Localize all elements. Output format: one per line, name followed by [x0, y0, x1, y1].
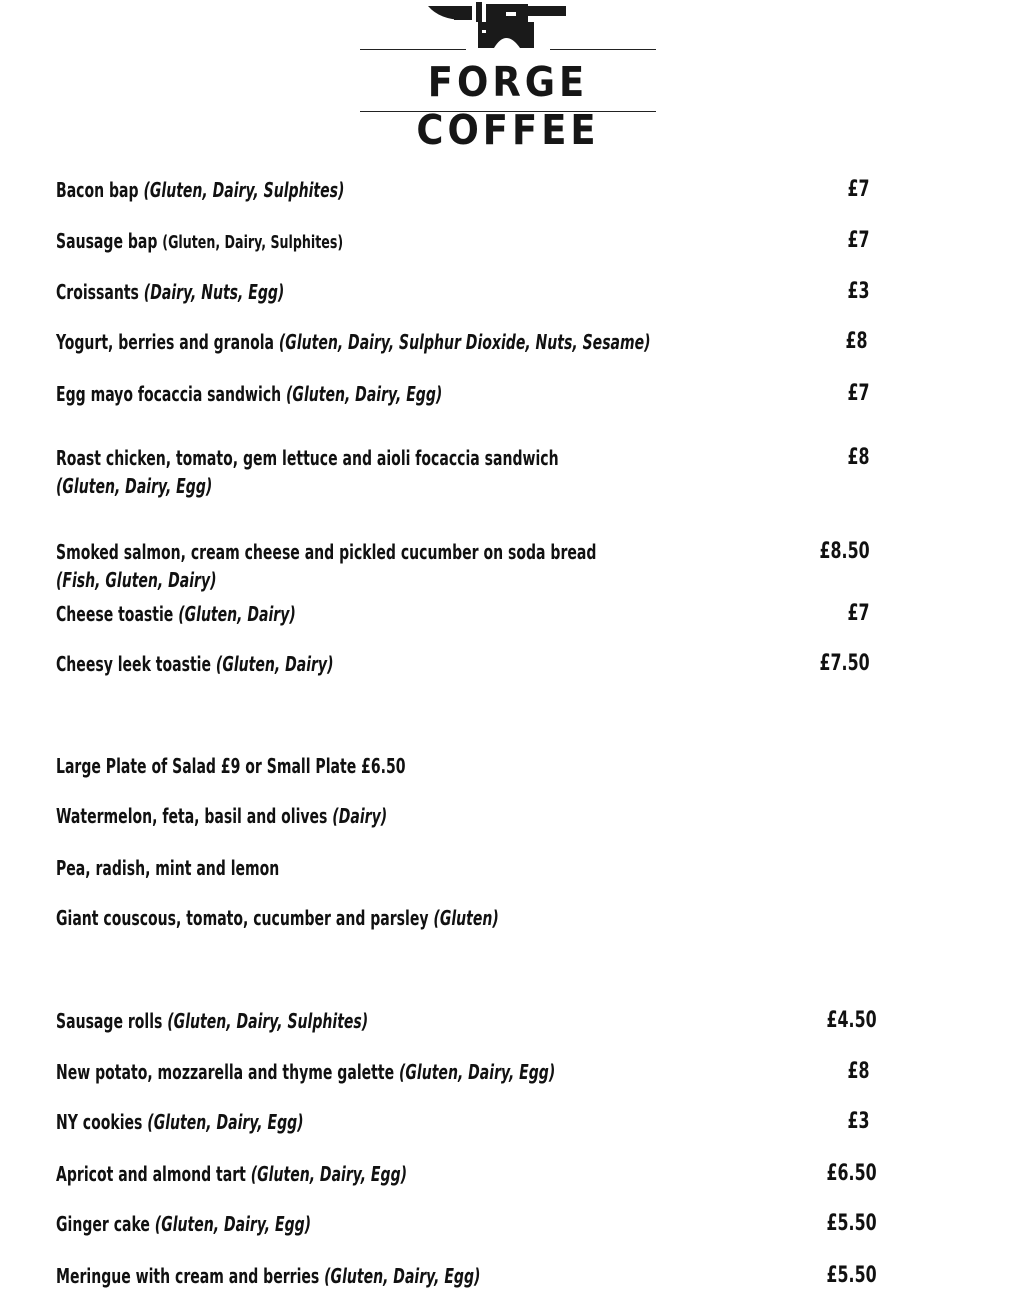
item-allergens: (Gluten, Dairy, Sulphites) [167, 1009, 369, 1033]
item-allergens: (Gluten, Dairy, Egg) [154, 1212, 312, 1236]
menu-item [56, 227, 424, 257]
menu-item [56, 444, 700, 500]
logo-rule-left [360, 49, 466, 50]
item-allergens: (Gluten, Dairy, Sulphites) [162, 232, 344, 253]
item-name: Bacon bap [56, 178, 139, 202]
item-name: Yogurt, berries and granola [56, 330, 274, 354]
menu-item [56, 600, 363, 628]
item-name: Sausage rolls [56, 1009, 163, 1033]
item-allergens: (Dairy) [332, 804, 388, 828]
item-allergens: (Gluten, Dairy, Sulphur Dioxide, Nuts, Sesame) [278, 330, 651, 354]
menu-item [56, 176, 426, 204]
salad-item [56, 802, 481, 830]
item-name: Egg mayo focaccia sandwich [56, 382, 282, 406]
item-allergens: (Gluten, Dairy, Sulphites) [143, 178, 345, 202]
item-allergens: (Gluten, Dairy, Egg) [250, 1162, 408, 1186]
item-name: Giant couscous, tomato, cucumber and parsley [56, 906, 429, 930]
item-price: £8.50 [819, 539, 870, 564]
item-price: £7 [847, 381, 870, 406]
item-name: Apricot and almond tart [56, 1162, 246, 1186]
menu-item [56, 1007, 456, 1035]
item-name: Roast chicken, tomato, gem lettuce and aioli focaccia sandwich [56, 446, 559, 470]
menu-item [56, 538, 749, 594]
item-name: Watermelon, feta, basil and olives [56, 804, 328, 828]
item-price: £8 [847, 445, 870, 470]
item-price: £7 [847, 601, 870, 626]
menu-item [56, 278, 349, 306]
item-allergens: (Gluten, Dairy) [178, 602, 296, 626]
item-name: New potato, mozzarella and thyme galette [56, 1060, 395, 1084]
item-price: £4.50 [826, 1008, 877, 1033]
menu-item [56, 380, 551, 408]
logo-rule-right [550, 49, 656, 50]
item-allergens: (Gluten, Dairy, Egg) [324, 1264, 481, 1288]
item-name: Cheesy leek toastie [56, 652, 212, 676]
item-name: Sausage bap [56, 229, 158, 253]
item-price: £8 [847, 1059, 870, 1084]
item-name: Ginger cake [56, 1212, 150, 1236]
menu-item [56, 1160, 506, 1188]
item-name: Smoked salmon, cream cheese and pickled cucumber on soda bread [56, 540, 597, 564]
brand-name: FORGE COFFEE [416, 58, 600, 154]
item-allergens: (Gluten, Dairy) [215, 652, 334, 676]
item-price: £8 [845, 329, 868, 354]
item-allergens: (Gluten) [433, 906, 499, 930]
item-price: £7.50 [819, 651, 870, 676]
item-allergens: (Dairy, Nuts, Egg) [143, 280, 285, 304]
salad-item [56, 854, 342, 882]
menu-item [56, 1262, 600, 1290]
item-price: £5.50 [826, 1211, 877, 1236]
item-allergens: (Fish, Gluten, Dairy) [56, 568, 217, 592]
item-price: £7 [847, 228, 870, 253]
menu-item [56, 1058, 696, 1086]
item-allergens: (Gluten, Dairy, Egg) [286, 382, 443, 406]
menu-item [56, 1108, 373, 1136]
item-price: £6.50 [826, 1161, 877, 1186]
menu-item [56, 650, 412, 678]
anvil-logo-icon [420, 0, 570, 52]
item-allergens: (Gluten, Dairy, Egg) [398, 1060, 556, 1084]
item-name: Pea, radish, mint and lemon [56, 856, 280, 880]
item-name: NY cookies [56, 1110, 143, 1134]
item-name: Meringue with cream and berries [56, 1264, 320, 1288]
menu-item [56, 328, 818, 356]
item-price: £5.50 [826, 1263, 877, 1288]
salad-heading: Large Plate of Salad £9 or Small Plate £6.50 [56, 754, 406, 778]
item-price: £3 [847, 279, 870, 304]
menu-item [56, 1210, 383, 1238]
item-price: £3 [847, 1109, 870, 1134]
salad-item [56, 904, 624, 932]
logo-rule-bottom [360, 111, 656, 112]
item-allergens: (Gluten, Dairy, Egg) [147, 1110, 304, 1134]
item-name: Croissants [56, 280, 139, 304]
item-allergens: (Gluten, Dairy, Egg) [56, 474, 213, 498]
item-price: £7 [847, 177, 870, 202]
item-name: Cheese toastie [56, 602, 174, 626]
